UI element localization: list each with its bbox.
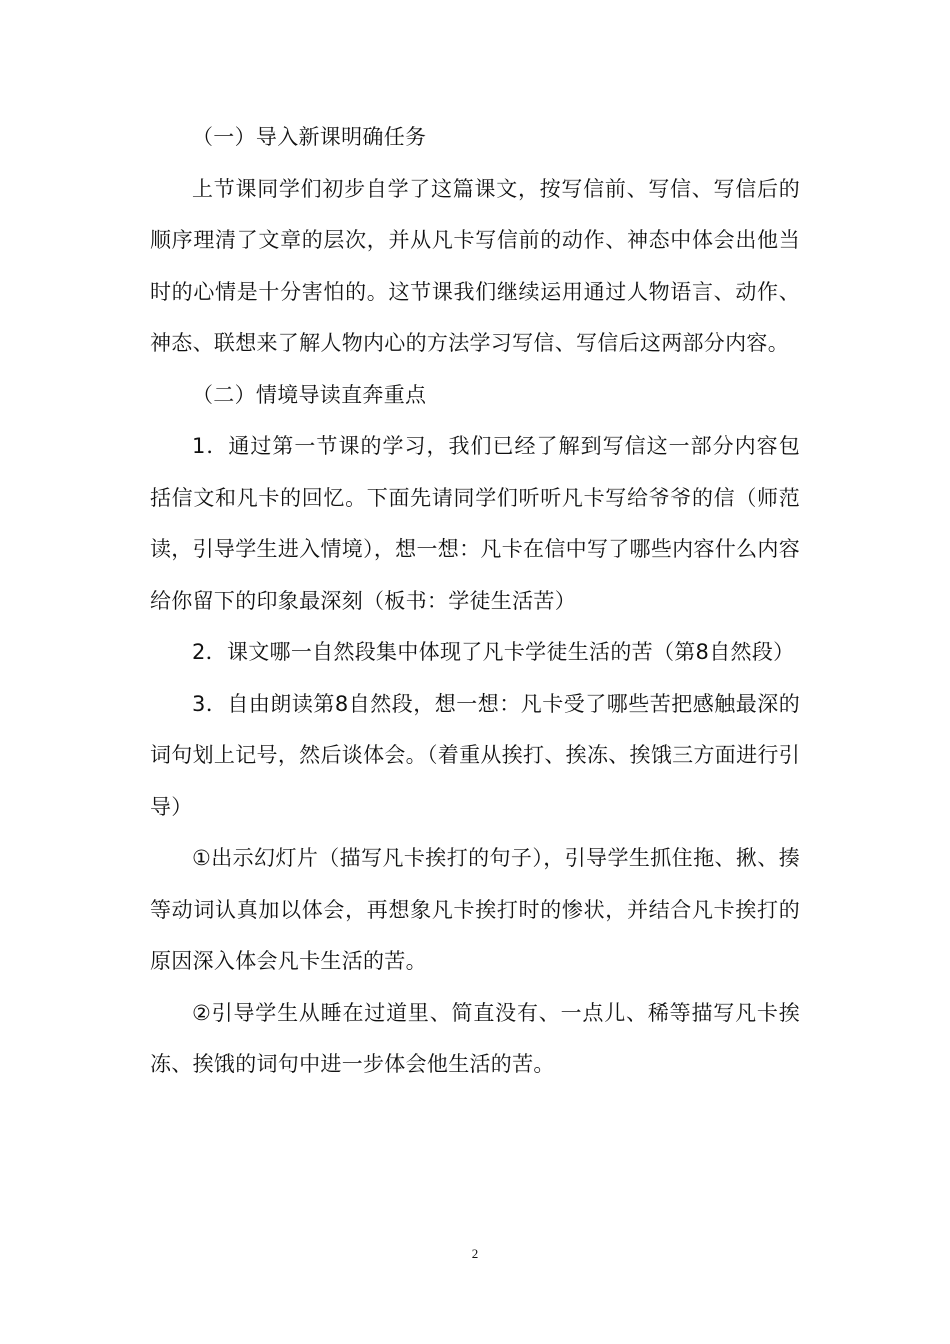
paragraph-step-2: 2．课文哪一自然段集中体现了凡卡学徒生活的苦（第8自然段） bbox=[192, 640, 795, 664]
paragraph-intro: 上节课同学们初步自学了这篇课文，按写信前、写信、写信后的顺序理清了文章的层次，并从凡卡写信前的动作、神态中体会出他当时的心情是十分害怕的。这节课我们继续运用通过人物语言、动作、神态、联想来了解人物内心的方法学习写信、写信后这两部分内容。 bbox=[150, 176, 800, 355]
paragraph-step-1: 1．通过第一节课的学习，我们已经了解到写信这一部分内容包括信文和凡卡的回忆。下面先请同学们听听凡卡写给爷爷的信（师范读，引导学生进入情境），想一想：凡卡在信中写了哪些内容什么内容给你留下的印象最深刻（板书：学徒生活苦） bbox=[150, 434, 800, 613]
paragraph-point-2: ②引导学生从睡在过道里、简直没有、一点儿、稀等描写凡卡挨冻、挨饿的词句中进一步体会他生活的苦。 bbox=[150, 1000, 800, 1076]
paragraph-point-1: ①出示幻灯片（描写凡卡挨打的句子），引导学生抓住拖、揪、揍等动词认真加以体会，再想象凡卡挨打时的惨状，并结合凡卡挨打的原因深入体会凡卡生活的苦。 bbox=[150, 846, 800, 973]
section-heading-1: （一）导入新课明确任务 bbox=[192, 125, 427, 149]
section-heading-2: （二）情境导读直奔重点 bbox=[192, 382, 427, 407]
document-body bbox=[150, 112, 800, 1091]
paragraph-step-3: 3．自由朗读第8自然段，想一想：凡卡受了哪些苦把感触最深的词句划上记号，然后谈体会。（着重从挨打、挨冻、挨饿三方面进行引导） bbox=[150, 691, 800, 819]
page-number: 2 bbox=[471, 1246, 479, 1261]
